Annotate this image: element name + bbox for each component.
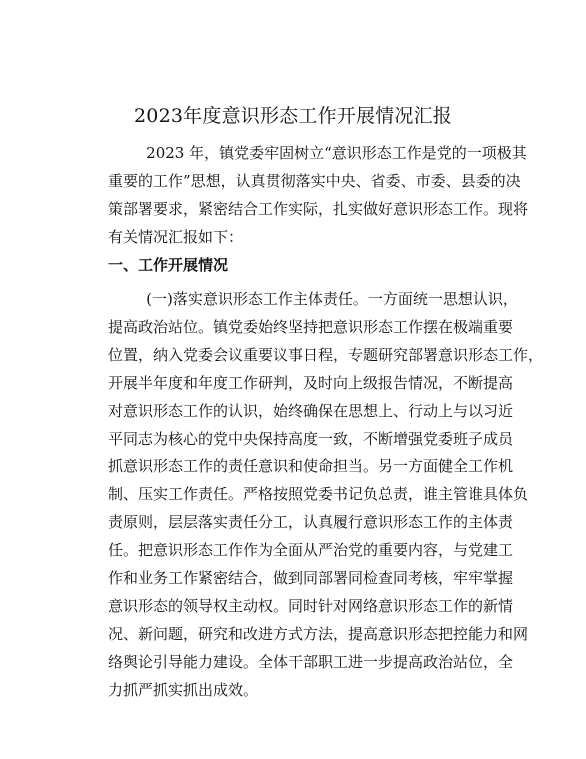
- body-line: 抓意识形态工作的责任意识和使命担当。另一方面健全工作机: [108, 457, 514, 476]
- body-line: 任。把意识形态工作作为全面从严治党的重要内容，与党建工: [108, 541, 514, 560]
- body-line: 力抓严抓实抓出成效。: [108, 680, 259, 699]
- body-line: 提高政治站位。镇党委始终坚持把意识形态工作摆在极端重要: [108, 317, 514, 336]
- body-line: 制、压实工作责任。严格按照党委书记负总责，谁主管谁具体负: [108, 485, 529, 504]
- body-line: 意识形态的领导权主动权。同时针对网络意识形态工作的新情: [108, 596, 514, 615]
- intro-paragraph: [108, 140, 529, 252]
- body-line: 络舆论引导能力建设。全体干部职工进一步提高政治站位，全: [108, 652, 514, 671]
- body-line: 平同志为核心的党中央保持高度一致，不断增强党委班子成员: [108, 429, 514, 448]
- body-line: 位置，纳入党委会议重要议事日程，专题研究部署意识形态工作，: [108, 345, 544, 364]
- body-line: (一)落实意识形态工作主体责任。一方面统一思想认识，: [108, 290, 518, 308]
- section-heading: 一、工作开展情况: [108, 256, 229, 274]
- body-line: 开展半年度和年度工作研判，及时向上级报告情况，不断提高: [108, 373, 514, 392]
- intro-line: 重要的工作”思想，认真贯彻落实中央、省委、市委、县委的决: [108, 171, 521, 190]
- body-line: 责原则，层层落实责任分工，认真履行意识形态工作的主体责: [108, 513, 514, 532]
- body-line: 对意识形态工作的认识，始终确保在思想上、行动上与以习近: [108, 401, 514, 420]
- body-line: 作和业务工作紧密结合，做到同部署同检查同考核，牢牢掌握: [108, 569, 514, 588]
- document-title: 2023年度意识形态工作开展情况汇报: [134, 105, 452, 127]
- intro-line: 2023 年，镇党委牢固树立“意识形态工作是党的一项极其: [108, 144, 527, 162]
- intro-line: 策部署要求，紧密结合工作实际，扎实做好意识形态工作。现将: [108, 199, 529, 218]
- intro-line: 有关情况汇报如下：: [108, 227, 244, 246]
- body-line: 况、新问题，研究和改进方式方法，提高意识形态把控能力和网: [108, 624, 529, 643]
- body-paragraph: [108, 286, 544, 705]
